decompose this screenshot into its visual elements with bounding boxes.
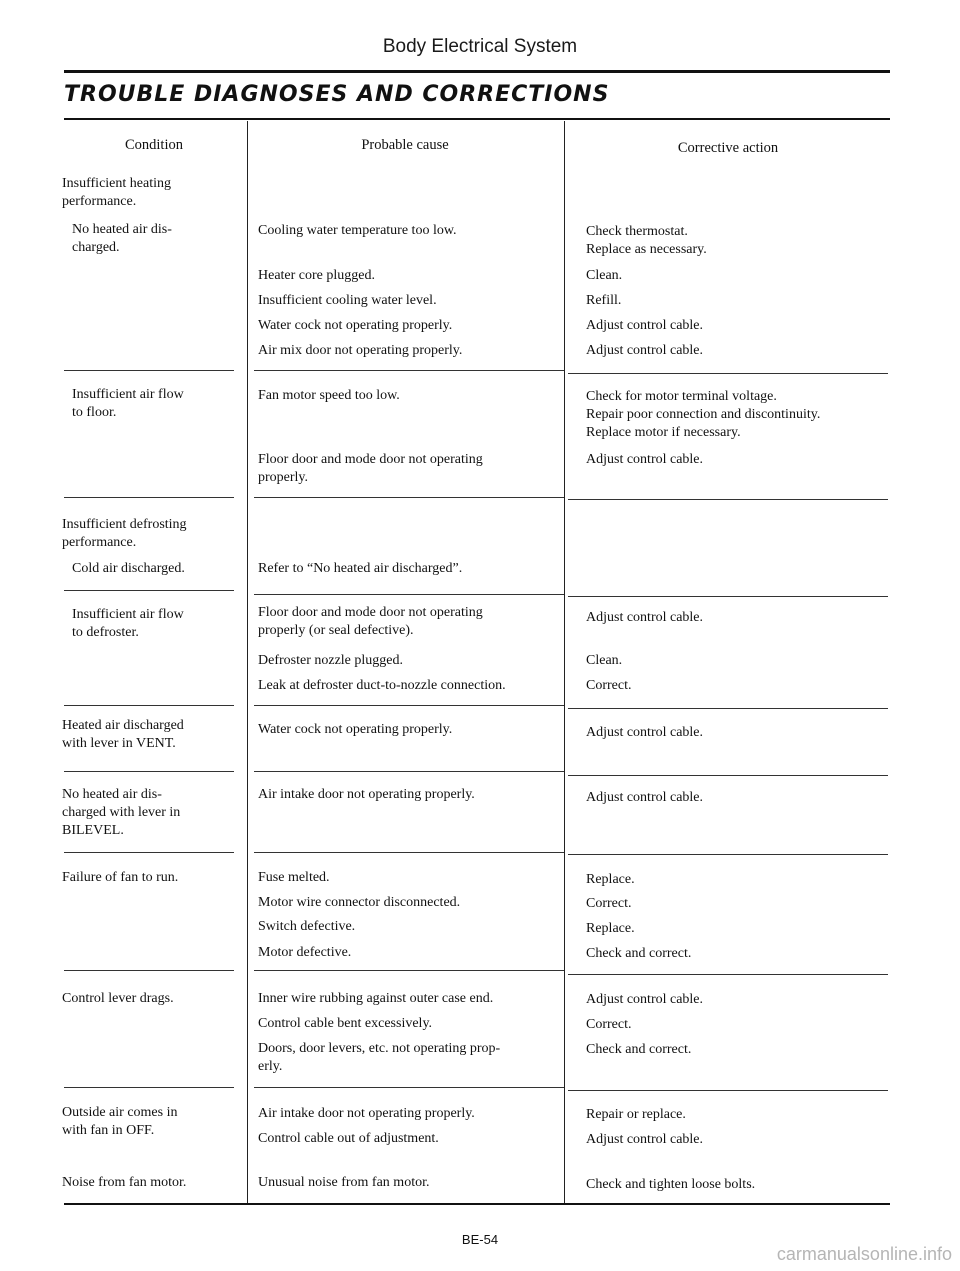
action-text: Adjust control cable. bbox=[586, 1132, 704, 1147]
cause-text: Floor door and mode door not operating properly (or seal defective). bbox=[258, 605, 483, 638]
cause-text: Floor door and mode door not operating properly. bbox=[258, 452, 483, 485]
row-separator bbox=[568, 1090, 888, 1091]
table-bottom-rule bbox=[64, 1203, 890, 1205]
action-text: Correct. bbox=[586, 678, 632, 693]
page-header-title: Body Electrical System bbox=[382, 36, 578, 57]
action-text: Adjust control cable. bbox=[586, 992, 704, 1007]
header-rule bbox=[64, 70, 890, 73]
cause-text: Doors, door levers, etc. not operating prop- erly. bbox=[258, 1041, 501, 1074]
page-number: BE-54 bbox=[461, 1232, 499, 1247]
cause-text: Control cable bent excessively. bbox=[258, 1016, 433, 1031]
action-text: Adjust control cable. bbox=[586, 725, 704, 740]
cause-text: Insufficient cooling water level. bbox=[258, 293, 437, 308]
condition-text: Cold air discharged. bbox=[72, 561, 185, 576]
watermark: carmanualsonline.info bbox=[776, 1244, 952, 1264]
section-title: TROUBLE DIAGNOSES AND CORRECTIONS bbox=[64, 82, 610, 107]
cause-text: Leak at defroster duct-to-nozzle connection. bbox=[258, 678, 506, 693]
row-separator bbox=[64, 852, 234, 853]
action-text: Replace. bbox=[586, 872, 635, 887]
action-text: Check thermostat. Replace as necessary. bbox=[586, 224, 707, 257]
cause-text: Air intake door not operating properly. bbox=[258, 787, 475, 802]
condition-text: Outside air comes in with fan in OFF. bbox=[62, 1105, 178, 1138]
condition-text: Failure of fan to run. bbox=[62, 870, 179, 885]
column-header-cause: Probable cause bbox=[361, 137, 449, 153]
action-text: Adjust control cable. bbox=[586, 790, 704, 805]
cause-text: Fuse melted. bbox=[258, 870, 330, 885]
condition-text: Insufficient air flow to floor. bbox=[72, 387, 184, 420]
cause-text: Water cock not operating properly. bbox=[258, 318, 453, 333]
row-separator bbox=[64, 970, 234, 971]
condition-text: Control lever drags. bbox=[62, 991, 174, 1006]
cause-text: Fan motor speed too low. bbox=[258, 388, 400, 403]
row-separator bbox=[254, 771, 564, 772]
row-separator bbox=[64, 590, 234, 591]
condition-text: Heated air discharged with lever in VENT. bbox=[62, 718, 184, 751]
row-separator bbox=[568, 708, 888, 709]
row-separator bbox=[568, 596, 888, 597]
row-separator bbox=[568, 854, 888, 855]
condition-text: No heated air dis- charged with lever in BILEVEL. bbox=[62, 787, 181, 838]
column-header-action: Corrective action bbox=[677, 140, 779, 156]
action-text: Refill. bbox=[586, 293, 622, 308]
cause-text: Refer to “No heated air discharged”. bbox=[258, 561, 463, 576]
action-text: Correct. bbox=[586, 1017, 632, 1032]
cause-text: Defroster nozzle plugged. bbox=[258, 653, 403, 668]
action-text: Clean. bbox=[586, 653, 623, 668]
row-separator bbox=[568, 499, 888, 500]
cause-text: Inner wire rubbing against outer case end. bbox=[258, 991, 494, 1006]
action-text: Clean. bbox=[586, 268, 623, 283]
cause-text: Unusual noise from fan motor. bbox=[258, 1175, 430, 1190]
action-text: Correct. bbox=[586, 896, 632, 911]
row-separator bbox=[64, 370, 234, 371]
cause-text: Air intake door not operating properly. bbox=[258, 1106, 475, 1121]
action-text: Adjust control cable. bbox=[586, 318, 704, 333]
row-separator bbox=[568, 775, 888, 776]
column-divider-1 bbox=[247, 121, 248, 1203]
row-separator bbox=[64, 771, 234, 772]
column-header-condition: Condition bbox=[124, 137, 183, 153]
row-separator bbox=[568, 974, 888, 975]
action-text: Repair or replace. bbox=[586, 1107, 686, 1122]
row-separator bbox=[254, 370, 564, 371]
action-text: Check and correct. bbox=[586, 1042, 692, 1057]
action-text: Adjust control cable. bbox=[586, 343, 704, 358]
action-text: Replace. bbox=[586, 921, 635, 936]
condition-text: No heated air dis- charged. bbox=[72, 222, 172, 255]
cause-text: Control cable out of adjustment. bbox=[258, 1131, 439, 1146]
action-text: Check and tighten loose bolts. bbox=[586, 1177, 756, 1192]
cause-text: Cooling water temperature too low. bbox=[258, 223, 457, 238]
row-separator bbox=[254, 705, 564, 706]
row-separator bbox=[64, 497, 234, 498]
cause-text: Water cock not operating properly. bbox=[258, 722, 453, 737]
action-text: Adjust control cable. bbox=[586, 610, 704, 625]
action-text: Check and correct. bbox=[586, 946, 692, 961]
row-separator bbox=[568, 373, 888, 374]
action-text: Adjust control cable. bbox=[586, 452, 704, 467]
row-separator bbox=[64, 705, 234, 706]
row-separator bbox=[254, 970, 564, 971]
cause-text: Air mix door not operating properly. bbox=[258, 343, 463, 358]
column-divider-2 bbox=[564, 121, 565, 1203]
row-separator bbox=[254, 852, 564, 853]
condition-text: Insufficient defrosting performance. bbox=[62, 517, 187, 550]
row-separator bbox=[64, 1087, 234, 1088]
row-separator bbox=[254, 594, 564, 595]
action-text: Check for motor terminal voltage. Repair poor connection and discontinuity. Replace motor if necessary. bbox=[586, 389, 821, 440]
cause-text: Motor wire connector disconnected. bbox=[258, 895, 461, 910]
row-separator bbox=[254, 497, 564, 498]
cause-text: Switch defective. bbox=[258, 919, 356, 934]
condition-text: Insufficient air flow to defroster. bbox=[72, 607, 184, 640]
cause-text: Motor defective. bbox=[258, 945, 352, 960]
condition-text: Insufficient heating performance. bbox=[62, 176, 171, 209]
cause-text: Heater core plugged. bbox=[258, 268, 375, 283]
row-separator bbox=[254, 1087, 564, 1088]
condition-text: Noise from fan motor. bbox=[62, 1175, 187, 1190]
table-top-rule bbox=[64, 118, 890, 120]
